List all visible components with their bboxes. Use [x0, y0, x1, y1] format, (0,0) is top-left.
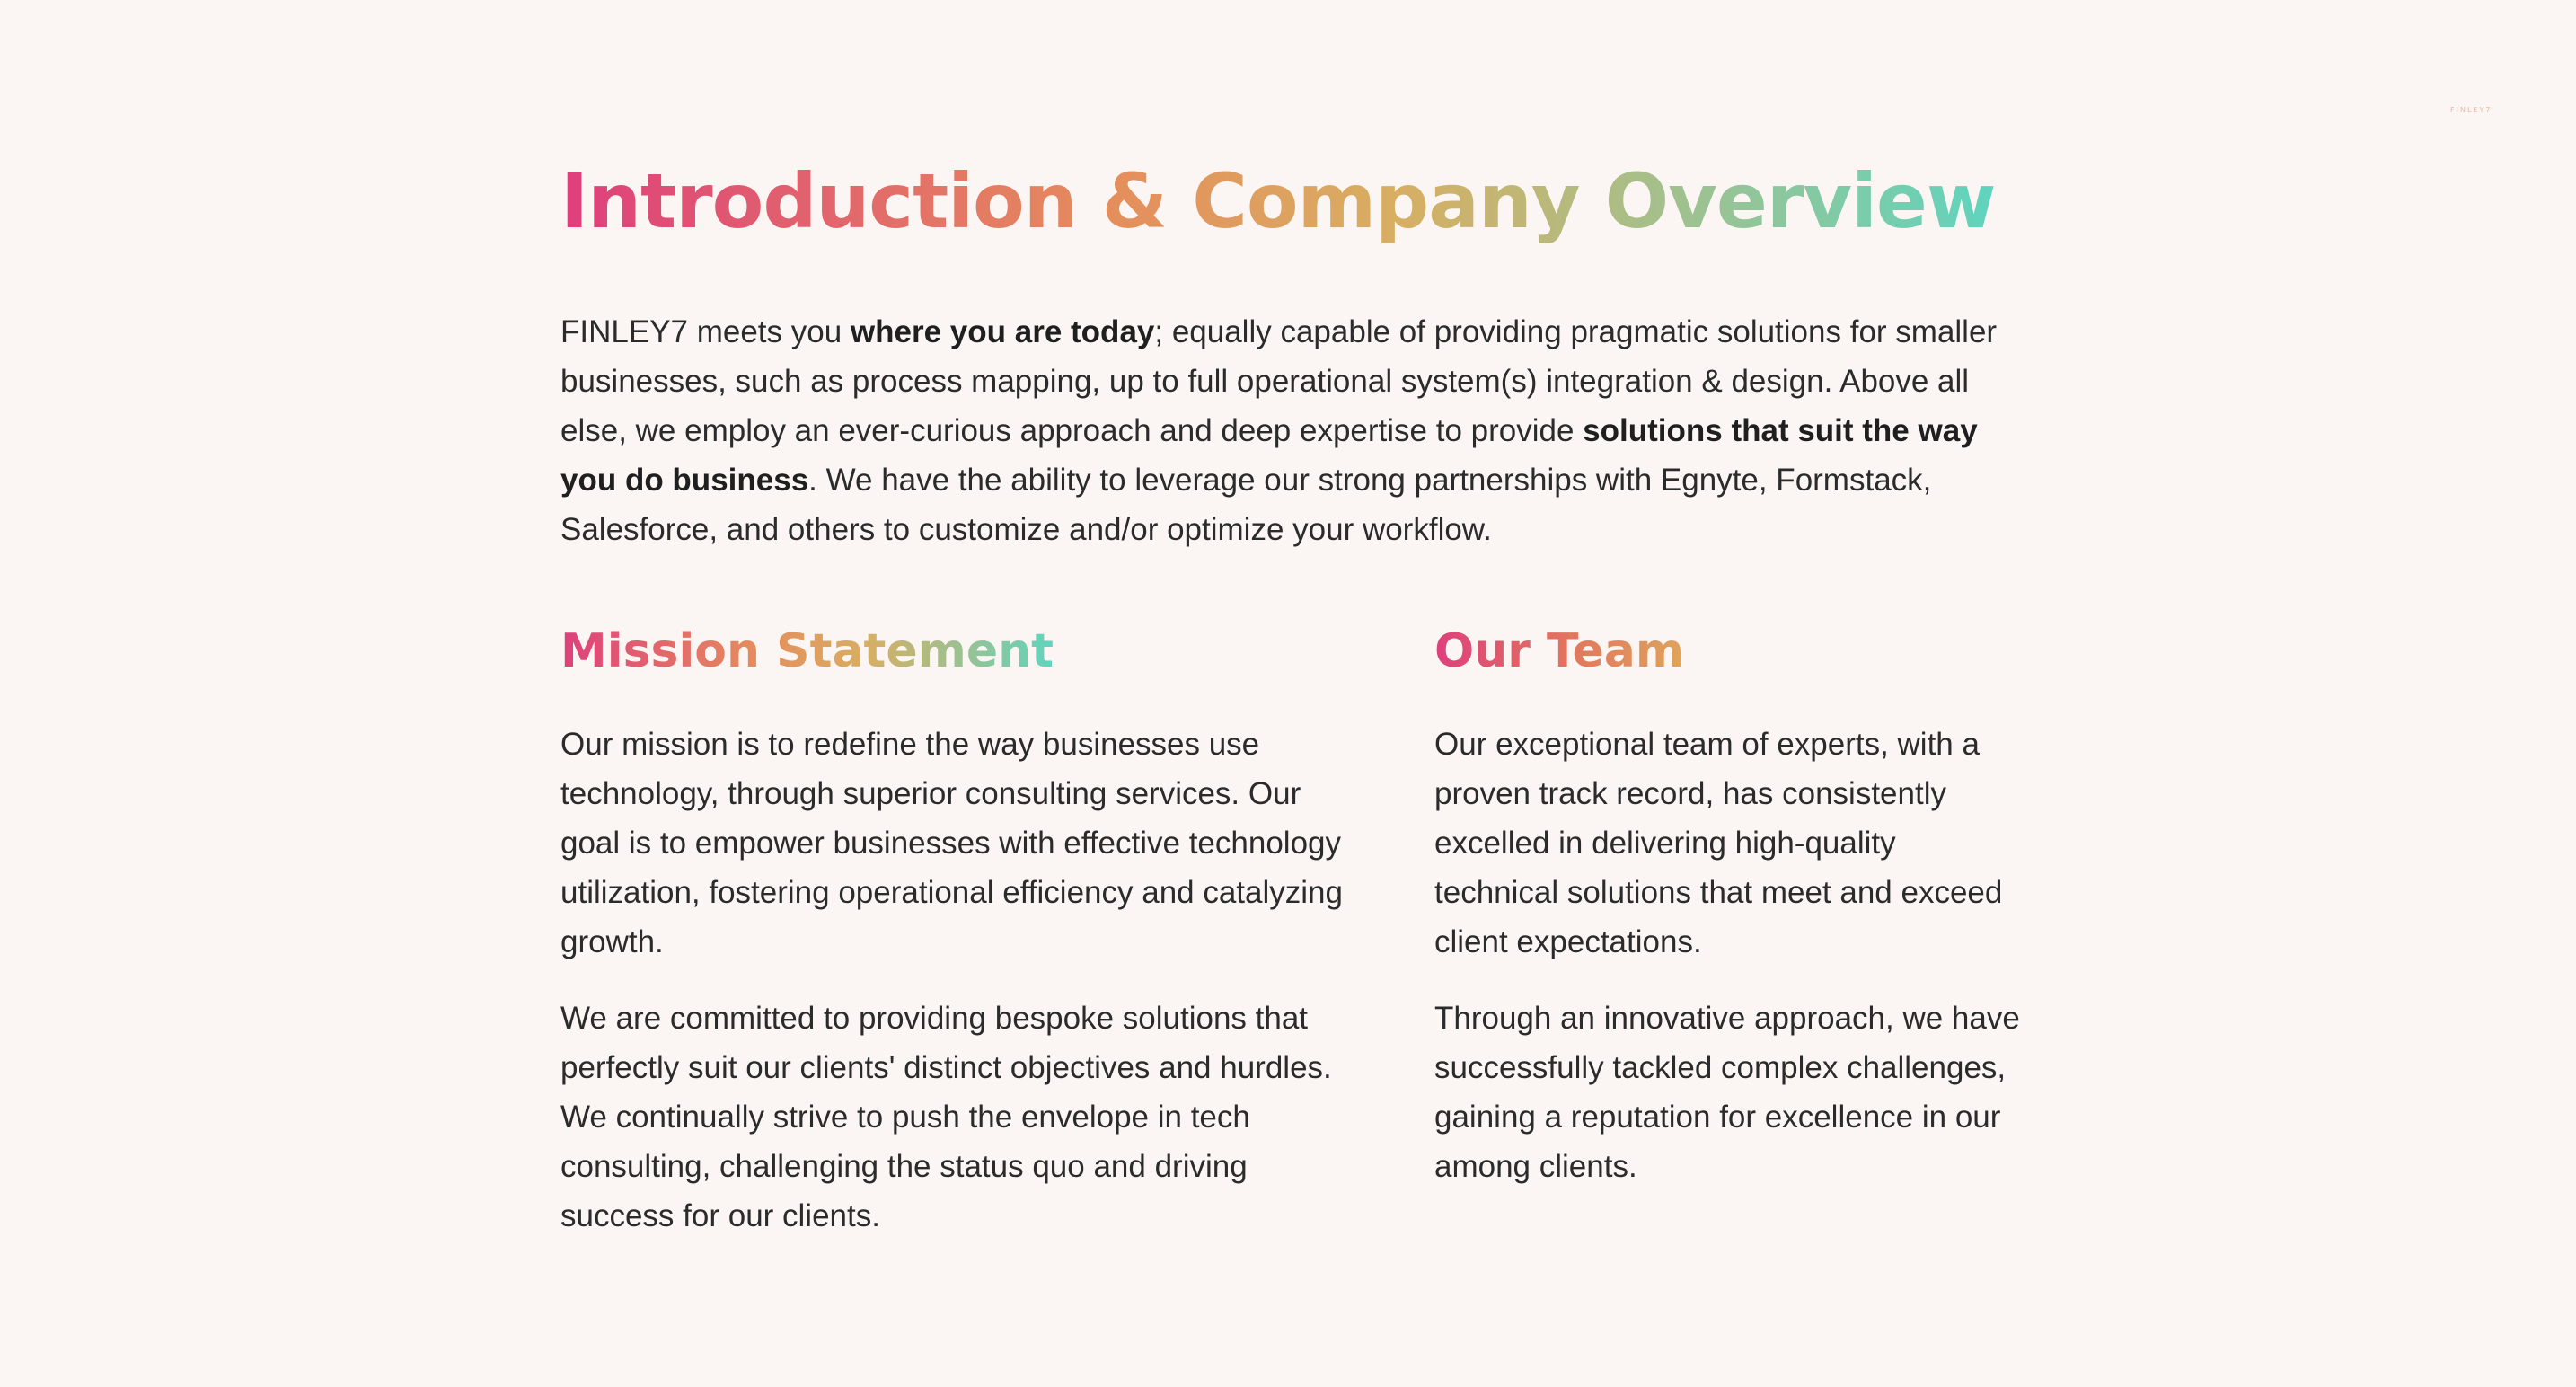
team-paragraph-1: Our exceptional team of experts, with a proven track record, has consistently excelled in delivering high-quality technical solutions that meet and exceed client expectations.: [1434, 727, 2003, 959]
intro-bold-2: solutions that suit the way you do business: [560, 413, 1978, 498]
team-section: [1434, 619, 2027, 1191]
mission-paragraph-2: We are committed to providing bespoke solutions that perfectly suit our clients' distinct objectives and hurdles. We continually strive to push the envelope in tech consulting, challenging the status quo and driving success for our clients.: [560, 1001, 1332, 1233]
team-paragraph-2: Through an innovative approach, we have successfully tackled complex challenges, gaining a reputation for excellence in our among clients.: [1434, 1001, 2020, 1184]
mission-title: Mission Statement: [560, 619, 1054, 684]
intro-text-3: . We have the ability to leverage our strong partnerships with Egnyte, Formstack, Salesforce, and others to customize and/or optimize your workflow.: [560, 463, 1932, 547]
mission-paragraph-1: Our mission is to redefine the way businesses use technology, through superior consulting services. Our goal is to empower businesses with effective technology utilization, fostering operational efficiency and catalyzing growth.: [560, 727, 1343, 959]
mission-section: [560, 619, 1351, 1241]
intro-text-2: ; equally capable of providing pragmatic solutions for smaller businesses, such as process mapping, up to full operational system(s) integration & design. Above all else, we employ an ever-curious approach and deep expertise to provide: [560, 314, 1998, 448]
intro-bold-1: where you are today: [850, 314, 1155, 349]
intro-text-1: FINLEY7 meets you: [560, 314, 851, 349]
two-column-section: [560, 619, 2020, 1266]
main-content: [560, 151, 2020, 1266]
intro-paragraph: [560, 307, 2016, 554]
team-title: Our Team: [1434, 619, 1684, 684]
page-title: Introduction & Company Overview: [560, 151, 1995, 252]
corner-logo-mark: FINLEY7: [2450, 106, 2492, 114]
